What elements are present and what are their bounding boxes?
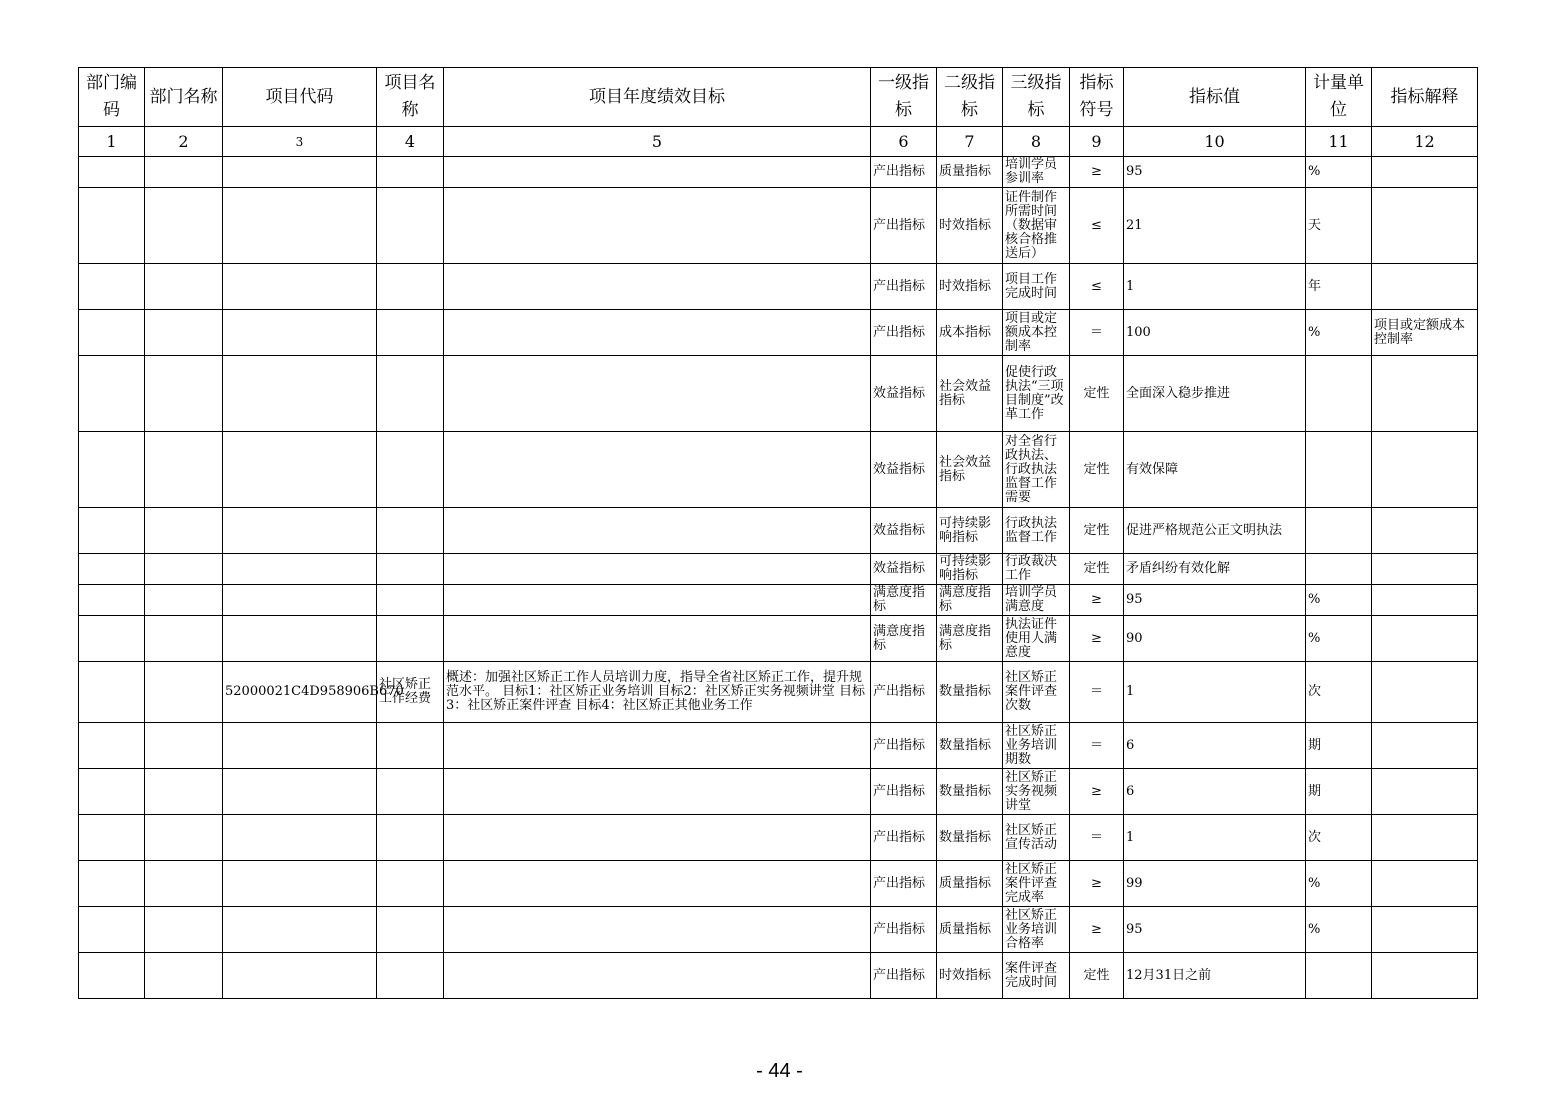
cell-indicator-symbol: 定性 [1070, 953, 1124, 999]
cell-level1-indicator: 产出指标 [871, 769, 937, 815]
cell-dept-name [145, 953, 223, 999]
cell-dept-code [79, 769, 145, 815]
cell-dept-code [79, 508, 145, 554]
cell-level3-indicator: 项目工作完成时间 [1003, 264, 1070, 310]
table-row [79, 554, 1478, 585]
cell-indicator-symbol: 定性 [1070, 508, 1124, 554]
cell-indicator-symbol: ≥ [1070, 585, 1124, 616]
cell-annual-goal [444, 616, 871, 662]
table-row [79, 356, 1478, 432]
column-number: 1 [79, 127, 145, 157]
cell-level1-indicator: 产出指标 [871, 188, 937, 264]
cell-indicator-value: 90 [1124, 616, 1306, 662]
cell-project-code [223, 432, 377, 508]
cell-dept-name [145, 356, 223, 432]
cell-level2-indicator: 数量指标 [937, 815, 1003, 861]
cell-annual-goal [444, 585, 871, 616]
cell-explanation [1372, 616, 1478, 662]
table-row [79, 861, 1478, 907]
cell-indicator-value: 95 [1124, 907, 1306, 953]
cell-project-name [377, 157, 444, 188]
cell-unit: % [1306, 907, 1372, 953]
cell-dept-name [145, 264, 223, 310]
cell-dept-name [145, 188, 223, 264]
cell-level2-indicator: 质量指标 [937, 157, 1003, 188]
cell-annual-goal [444, 188, 871, 264]
cell-explanation: 项目或定额成本控制率 [1372, 310, 1478, 356]
cell-unit: % [1306, 861, 1372, 907]
cell-explanation [1372, 264, 1478, 310]
cell-level3-indicator: 社区矫正实务视频讲堂 [1003, 769, 1070, 815]
cell-dept-code [79, 264, 145, 310]
cell-level2-indicator: 成本指标 [937, 310, 1003, 356]
cell-indicator-symbol: ≥ [1070, 157, 1124, 188]
cell-level3-indicator: 社区矫正案件评查完成率 [1003, 861, 1070, 907]
table-row [79, 508, 1478, 554]
cell-project-code [223, 554, 377, 585]
cell-level2-indicator: 数量指标 [937, 723, 1003, 769]
cell-dept-code [79, 554, 145, 585]
cell-dept-code [79, 861, 145, 907]
cell-explanation [1372, 508, 1478, 554]
cell-indicator-value: 全面深入稳步推进 [1124, 356, 1306, 432]
cell-indicator-symbol: ＝ [1070, 723, 1124, 769]
cell-unit [1306, 554, 1372, 585]
cell-project-code [223, 508, 377, 554]
cell-annual-goal [444, 769, 871, 815]
cell-project-name [377, 585, 444, 616]
cell-indicator-symbol: 定性 [1070, 554, 1124, 585]
cell-indicator-value: 95 [1124, 585, 1306, 616]
cell-level1-indicator: 产出指标 [871, 907, 937, 953]
cell-level1-indicator: 效益指标 [871, 554, 937, 585]
column-number: 11 [1306, 127, 1372, 157]
column-number: 8 [1003, 127, 1070, 157]
cell-level1-indicator: 产出指标 [871, 815, 937, 861]
cell-project-code [223, 616, 377, 662]
table-row [79, 953, 1478, 999]
cell-level3-indicator: 项目或定额成本控制率 [1003, 310, 1070, 356]
column-number: 10 [1124, 127, 1306, 157]
cell-level2-indicator: 质量指标 [937, 907, 1003, 953]
table-row [79, 432, 1478, 508]
cell-level2-indicator: 时效指标 [937, 953, 1003, 999]
table-row [79, 815, 1478, 861]
table-row [79, 723, 1478, 769]
cell-level3-indicator: 对全省行政执法、行政执法监督工作需要 [1003, 432, 1070, 508]
column-number-row [79, 127, 1478, 157]
cell-annual-goal [444, 508, 871, 554]
cell-project-name [377, 907, 444, 953]
cell-project-name [377, 310, 444, 356]
cell-indicator-value: 1 [1124, 264, 1306, 310]
cell-project-code [223, 769, 377, 815]
cell-annual-goal [444, 953, 871, 999]
cell-level2-indicator: 可持续影响指标 [937, 554, 1003, 585]
table-row [79, 188, 1478, 264]
cell-dept-code [79, 662, 145, 723]
cell-project-code [223, 264, 377, 310]
cell-dept-name [145, 907, 223, 953]
cell-explanation [1372, 432, 1478, 508]
cell-level3-indicator: 行政裁决工作 [1003, 554, 1070, 585]
cell-indicator-symbol: ≤ [1070, 188, 1124, 264]
table-body [79, 157, 1478, 999]
cell-annual-goal [444, 907, 871, 953]
cell-annual-goal [444, 723, 871, 769]
header-dept-name: 部门名称 [145, 68, 223, 127]
cell-unit: 次 [1306, 815, 1372, 861]
cell-dept-name [145, 861, 223, 907]
cell-level3-indicator: 社区矫正业务培训合格率 [1003, 907, 1070, 953]
cell-annual-goal: 概述：加强社区矫正工作人员培训力度，指导全省社区矫正工作，提升规范水平。 目标1：社区矫正业务培训 目标2：社区矫正实务视频讲堂 目标3：社区矫正案件评查 目标4：社区矫正其他业务工作 [444, 662, 871, 723]
column-number: 2 [145, 127, 223, 157]
cell-project-name [377, 616, 444, 662]
cell-explanation [1372, 861, 1478, 907]
cell-level2-indicator: 质量指标 [937, 861, 1003, 907]
column-number: 4 [377, 127, 444, 157]
cell-dept-name [145, 310, 223, 356]
cell-explanation [1372, 356, 1478, 432]
header-project-code: 项目代码 [223, 68, 377, 127]
cell-project-name [377, 188, 444, 264]
header-level1-indicator: 一级指标 [871, 68, 937, 127]
cell-project-name [377, 432, 444, 508]
cell-level2-indicator: 时效指标 [937, 188, 1003, 264]
cell-explanation [1372, 188, 1478, 264]
table-row [79, 662, 1478, 723]
cell-explanation [1372, 157, 1478, 188]
column-number: 12 [1372, 127, 1478, 157]
cell-explanation [1372, 662, 1478, 723]
table-row [79, 769, 1478, 815]
cell-dept-code [79, 188, 145, 264]
table-row [79, 616, 1478, 662]
cell-explanation [1372, 953, 1478, 999]
table-row [79, 157, 1478, 188]
header-project-name: 项目名称 [377, 68, 444, 127]
cell-project-name [377, 815, 444, 861]
header-level2-indicator: 二级指标 [937, 68, 1003, 127]
cell-dept-code [79, 310, 145, 356]
cell-indicator-value: 21 [1124, 188, 1306, 264]
cell-indicator-symbol: ＝ [1070, 310, 1124, 356]
column-number: 6 [871, 127, 937, 157]
cell-indicator-symbol: ≤ [1070, 264, 1124, 310]
cell-level2-indicator: 时效指标 [937, 264, 1003, 310]
cell-dept-code [79, 356, 145, 432]
header-unit: 计量单位 [1306, 68, 1372, 127]
cell-dept-code [79, 157, 145, 188]
cell-unit [1306, 508, 1372, 554]
cell-indicator-symbol: ＝ [1070, 815, 1124, 861]
header-explanation: 指标解释 [1372, 68, 1478, 127]
cell-level2-indicator: 满意度指标 [937, 616, 1003, 662]
cell-level1-indicator: 产出指标 [871, 662, 937, 723]
cell-project-name [377, 264, 444, 310]
cell-explanation [1372, 554, 1478, 585]
cell-indicator-symbol: 定性 [1070, 432, 1124, 508]
cell-indicator-symbol: ≥ [1070, 769, 1124, 815]
cell-indicator-value: 100 [1124, 310, 1306, 356]
cell-indicator-symbol: ≥ [1070, 861, 1124, 907]
cell-unit: 期 [1306, 723, 1372, 769]
cell-project-name [377, 508, 444, 554]
table-row [79, 585, 1478, 616]
cell-project-code [223, 815, 377, 861]
cell-indicator-value: 1 [1124, 815, 1306, 861]
cell-project-code [223, 907, 377, 953]
cell-indicator-value: 6 [1124, 723, 1306, 769]
cell-level3-indicator: 社区矫正业务培训期数 [1003, 723, 1070, 769]
page-number: - 44 - [756, 1060, 803, 1082]
cell-project-code [223, 310, 377, 356]
cell-unit: 天 [1306, 188, 1372, 264]
cell-project-name [377, 356, 444, 432]
cell-unit: 次 [1306, 662, 1372, 723]
cell-unit: 年 [1306, 264, 1372, 310]
cell-annual-goal [444, 815, 871, 861]
column-number: 9 [1070, 127, 1124, 157]
cell-level2-indicator: 可持续影响指标 [937, 508, 1003, 554]
cell-level3-indicator: 促使行政执法“三项目制度”改革工作 [1003, 356, 1070, 432]
cell-indicator-value: 矛盾纠纷有效化解 [1124, 554, 1306, 585]
header-level3-indicator: 三级指标 [1003, 68, 1070, 127]
cell-unit: % [1306, 616, 1372, 662]
cell-level1-indicator: 效益指标 [871, 356, 937, 432]
cell-annual-goal [444, 157, 871, 188]
cell-project-name [377, 554, 444, 585]
cell-level1-indicator: 产出指标 [871, 953, 937, 999]
table-row [79, 310, 1478, 356]
cell-dept-name [145, 769, 223, 815]
cell-level1-indicator: 效益指标 [871, 508, 937, 554]
header-annual-goal: 项目年度绩效目标 [444, 68, 871, 127]
cell-level2-indicator: 数量指标 [937, 662, 1003, 723]
cell-explanation [1372, 815, 1478, 861]
cell-dept-code [79, 815, 145, 861]
cell-explanation [1372, 769, 1478, 815]
cell-dept-code [79, 723, 145, 769]
cell-dept-code [79, 616, 145, 662]
cell-dept-code [79, 907, 145, 953]
cell-project-code [223, 585, 377, 616]
cell-level1-indicator: 效益指标 [871, 432, 937, 508]
header-dept-code: 部门编码 [79, 68, 145, 127]
cell-level3-indicator: 社区矫正案件评查次数 [1003, 662, 1070, 723]
cell-dept-name [145, 616, 223, 662]
cell-dept-name [145, 662, 223, 723]
cell-annual-goal [444, 310, 871, 356]
cell-project-code [223, 723, 377, 769]
cell-project-name [377, 723, 444, 769]
cell-level3-indicator: 执法证件使用人满意度 [1003, 616, 1070, 662]
cell-dept-code [79, 953, 145, 999]
cell-dept-name [145, 815, 223, 861]
cell-indicator-value: 1 [1124, 662, 1306, 723]
cell-annual-goal [444, 356, 871, 432]
cell-explanation [1372, 585, 1478, 616]
cell-dept-name [145, 432, 223, 508]
cell-level1-indicator: 产出指标 [871, 861, 937, 907]
cell-level1-indicator: 产出指标 [871, 310, 937, 356]
cell-indicator-value: 99 [1124, 861, 1306, 907]
column-number: 5 [444, 127, 871, 157]
cell-indicator-value: 有效保障 [1124, 432, 1306, 508]
header-row [79, 68, 1478, 127]
cell-level1-indicator: 产出指标 [871, 157, 937, 188]
cell-explanation [1372, 723, 1478, 769]
cell-project-code [223, 356, 377, 432]
cell-annual-goal [444, 264, 871, 310]
cell-level3-indicator: 案件评查完成时间 [1003, 953, 1070, 999]
cell-project-code [223, 861, 377, 907]
cell-unit: 期 [1306, 769, 1372, 815]
cell-indicator-symbol: ≥ [1070, 907, 1124, 953]
cell-level3-indicator: 社区矫正宣传活动 [1003, 815, 1070, 861]
cell-unit: % [1306, 157, 1372, 188]
cell-project-code [223, 188, 377, 264]
cell-dept-name [145, 723, 223, 769]
cell-unit [1306, 356, 1372, 432]
cell-dept-code [79, 585, 145, 616]
cell-indicator-value: 促进严格规范公正文明执法 [1124, 508, 1306, 554]
cell-project-code [223, 157, 377, 188]
cell-level1-indicator: 产出指标 [871, 264, 937, 310]
cell-dept-name [145, 508, 223, 554]
cell-project-name [377, 953, 444, 999]
cell-level3-indicator: 培训学员满意度 [1003, 585, 1070, 616]
cell-project-name [377, 861, 444, 907]
cell-indicator-symbol: ≥ [1070, 616, 1124, 662]
cell-unit [1306, 953, 1372, 999]
table-row [79, 264, 1478, 310]
header-indicator-value: 指标值 [1124, 68, 1306, 127]
cell-annual-goal [444, 554, 871, 585]
cell-dept-name [145, 157, 223, 188]
cell-level2-indicator: 社会效益指标 [937, 356, 1003, 432]
cell-unit: % [1306, 310, 1372, 356]
cell-project-code [223, 953, 377, 999]
header-indicator-symbol: 指标符号 [1070, 68, 1124, 127]
cell-level2-indicator: 满意度指标 [937, 585, 1003, 616]
column-number: 7 [937, 127, 1003, 157]
cell-indicator-symbol: ＝ [1070, 662, 1124, 723]
cell-project-code: 52000021C4D958906B670 [223, 662, 377, 723]
cell-level3-indicator: 证件制作所需时间（数据审核合格推送后） [1003, 188, 1070, 264]
cell-unit: % [1306, 585, 1372, 616]
cell-annual-goal [444, 861, 871, 907]
performance-table [78, 67, 1478, 999]
cell-dept-code [79, 432, 145, 508]
cell-unit [1306, 432, 1372, 508]
cell-project-name [377, 769, 444, 815]
cell-level1-indicator: 满意度指标 [871, 585, 937, 616]
cell-indicator-symbol: 定性 [1070, 356, 1124, 432]
cell-indicator-value: 6 [1124, 769, 1306, 815]
table-row [79, 907, 1478, 953]
cell-indicator-value: 12月31日之前 [1124, 953, 1306, 999]
cell-level1-indicator: 产出指标 [871, 723, 937, 769]
cell-level1-indicator: 满意度指标 [871, 616, 937, 662]
column-number: 3 [223, 127, 377, 157]
cell-level3-indicator: 培训学员参训率 [1003, 157, 1070, 188]
cell-annual-goal [444, 432, 871, 508]
cell-dept-name [145, 585, 223, 616]
cell-explanation [1372, 907, 1478, 953]
cell-level3-indicator: 行政执法监督工作 [1003, 508, 1070, 554]
cell-level2-indicator: 社会效益指标 [937, 432, 1003, 508]
cell-level2-indicator: 数量指标 [937, 769, 1003, 815]
cell-project-name: 社区矫正工作经费 [377, 662, 444, 723]
cell-indicator-value: 95 [1124, 157, 1306, 188]
cell-dept-name [145, 554, 223, 585]
